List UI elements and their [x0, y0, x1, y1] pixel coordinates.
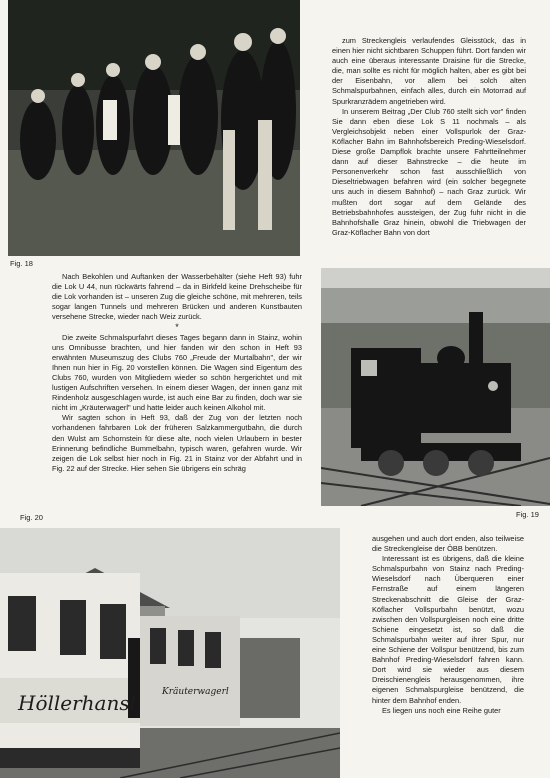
caption-fig19: Fig. 19	[516, 510, 539, 519]
paragraph: Nach Bekohlen und Auftanken der Wasserbehälter (siehe Heft 93) fuhr die Lok U 44, nun rückwärts fahrend – da in Birkfeld keine Drehscheibe für die Lok vorhanden ist – unseren Zug die gleiche schöne, mit mehreren, teils sogar langen Tunnels und mehreren Brücken und anderen Kunstbauten versehene Strecke, wieder nach Weiz zurück.	[52, 272, 302, 322]
paragraph: Wir sagten schon in Heft 93, daß der Zug von der letzten noch vorhandenen fahrbaren Lok der früheren Salzkammergutbahn, die durch den Wulst am Schornstein für diese alte, noch vielen Urlaubern in bester Erinnerung befindliche Bummelbahn, typisch waren, gefahren wurde. Wir zeigen die Lok selbst hier noch in Fig. 21 in Stainz vor der Abfahrt und in Fig. 22 auf der Strecke. Hier sehen Sie übrigens ein schräg	[52, 413, 302, 473]
photo-fig19-locomotive	[321, 268, 550, 506]
caption-fig18: Fig. 18	[10, 259, 33, 268]
paragraph: In unserem Beitrag „Der Club 760 stellt sich vor" finden Sie dann eben diese Lok S 11 nochmals – als Vergleichsobjekt neben einer Vollspurlok der Graz-Köflacher Bahn im Bahnhofsbereich Preding-Wieselsdorf. Diese große Dampflok brachte unsere Fahrtteilnehmer dann auf dieser Bahnstrecke – die heute im Personenverkehr schon fast ausschließlich von Dieseltriebwagen befahren wird (ein solcher begegnete uns auch in diesem Bahnhof) – nach Graz zurück. Wir mußten dort sogar auf dem Gelände des Betriebsbahnhofes aussteigen, der Zug fuhr nicht in die Bahnhofshalle Graz hinein, obwohl die Triebwagen der Graz-Köflacher Bahn von dort	[332, 106, 526, 237]
paragraph: Die zweite Schmalspurfahrt dieses Tages begann dann in Stainz, wohin uns Omnibusse brachten, und hier fanden wir den schon in Heft 93 erwähnten Museumszug des Clubs 760 „Freude der Murtalbahn", der wir Ihnen nun hier in Fig. 20 vorstellen können. Die Wagen sind Eigentum des Clubs 760, wurden von Mitgliedern wieder so schön hergerichtet und mit lustigen Aufschriften versehen. In einem dieser Wagen, der innen ganz mit Rindenholz ausgeschlagen wurde, ist auch eine Bar zu finden, doch war sie nicht im „Kräuterwagerl" und hatte leider auch keinen Alkohol mit.	[52, 332, 302, 413]
paragraph: zum Streckengleis verlaufendes Gleisstück, das in einen hier nicht sichtbaren Schuppen führt. Dort fanden wir auch eine überaus interessante Draisine für die Strecke, die, man sollte es nicht für möglich halten, aber es gibt bei der Eisenbahn, vor allem bei solch alten Schmalspurbahnen, einfach alles, durch ein Motorrad auf Spurkranzrädern angetrieben wird.	[332, 36, 526, 106]
coach-lettering-left: Höllerhansl	[18, 691, 137, 715]
text-column-middle-left	[52, 272, 302, 474]
photo-fig18-crowd	[8, 0, 300, 256]
caption-fig20: Fig. 20	[20, 513, 43, 522]
paragraph: ausgehen und auch dort enden, also teilweise die Streckengleise der ÖBB benützen.	[372, 534, 524, 554]
paragraph: Es liegen uns noch eine Reihe guter	[382, 705, 501, 715]
paragraph: Interessant ist es übrigens, daß die kleine Schmalspurbahn von Stainz nach Preding-Wieselsdorf nach Überqueren einer Fernstraße auf einem längeren Streckenabschnitt die Gleise der Graz-Köflacher Vollspurbahn benützt, wozu zwischen den Vollspurgleisen noch eine dritte Schiene eingesetzt ist, so daß die Schmalspurbahn weiter auf ihrer Spur, nur eine Schiene der Vollspur benützend, bis zum Bahnhof Preding-Wieselsdorf fahren kann. Dort wird sie wieder aus diesem Dreischienengleis herausgenommen, ihre eigenen Schmalspurgleise benützend, die hinter dem Bahnhof enden.	[372, 554, 524, 705]
coach-lettering-right: Kräuterwagerl	[162, 687, 229, 697]
text-column-top-right	[332, 36, 526, 238]
section-separator: *	[175, 322, 179, 333]
text-column-bottom-right	[372, 534, 524, 716]
photo-fig20-train	[0, 528, 340, 778]
